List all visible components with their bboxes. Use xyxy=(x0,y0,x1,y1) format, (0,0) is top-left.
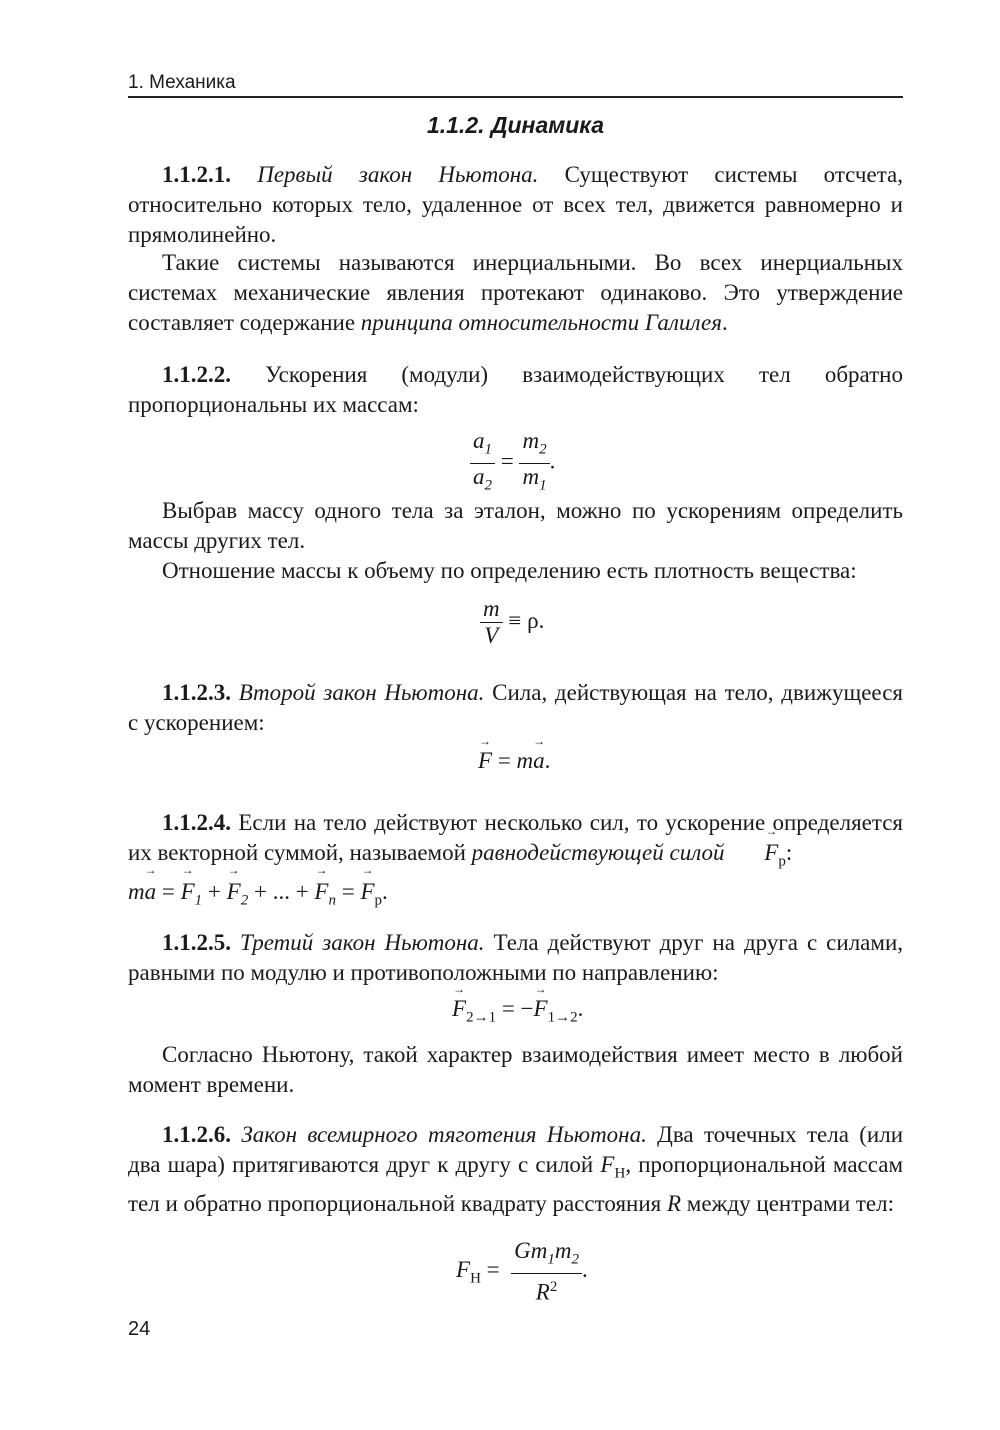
section-title: 1.1.2. Динамика xyxy=(426,112,605,138)
header-rule xyxy=(128,96,903,98)
paragraph-text: Тела действуют друг на друга с силами, равными по модулю и противоположными по направлению: xyxy=(128,930,903,985)
paragraph-text: Два точечных тела (или два шара) притягиваются друг к другу с силой xyxy=(128,1122,904,1177)
page-number: 24 xyxy=(128,1318,151,1340)
item-number: 1.1.2.3. xyxy=(162,680,231,705)
law-title: Первый закон Ньютона. xyxy=(257,162,539,187)
paragraph-1-1-2-4: 1.1.2.4. Если на тело действуют несколько сил, то ускорение определяется их векторной суммой, называемой равнодействующей силой → $F_р$: m→ a = → $F_1$ + → $F_2$ + ... + → $F_n$ = → $F_р$. xyxy=(128,808,903,915)
paragraph-1-1-2-3 xyxy=(128,678,903,738)
paragraph-text: Ускорения (модули) взаимодействующих тел обратно пропорциональны их массам: xyxy=(128,362,903,417)
formula-density: $\frac{m}{V}$ ≡ ρ. xyxy=(480,596,544,649)
item-number: 1.1.2.4. xyxy=(162,810,231,835)
paragraph-1-1-2-1 xyxy=(128,160,903,250)
law-title: Закон всемирного тяготения Ньютона. xyxy=(241,1122,647,1147)
resultant-force-term: равнодействующей силой xyxy=(471,840,731,865)
fraction-gm1m2-r2: $\frac{Gm_1m_2}{R^2}$ xyxy=(511,1238,582,1305)
fraction-m-v: $\frac{m}{V}$ xyxy=(480,596,503,649)
formula-acceleration-mass-ratio: $\frac{a_1}{a_2}$ = $\frac{m_2}{m_1}$ . xyxy=(470,428,555,498)
law-title: Третий закон Ньютона. xyxy=(240,930,485,955)
item-number: 1.1.2.6. xyxy=(162,1122,231,1147)
formula-second-law: → F = m→ a. xyxy=(478,748,550,774)
paragraph-1-1-2-6: 1.1.2.6. Закон всемирного тяготения Ньютона. Два точечных тела (или два шара) притягиваются друг к другу с силой $F_Н$, пропорциональной массам тел и обратно пропорциональной квадрату расстояния R между центрами тел: xyxy=(128,1122,904,1216)
resultant-equation: m→ a = → $F_1$ + → $F_2$ + ... + → $F_n$ = → $F_р$. xyxy=(128,879,388,904)
item-number: 1.1.2.2. xyxy=(162,362,231,387)
paragraph-1-1-2-5 xyxy=(128,928,903,988)
formula-gravitation: $F_Н$ = $\frac{Gm_1m_2}{R^2}$ . xyxy=(456,1238,588,1305)
paragraph-1-1-2-2 xyxy=(128,360,903,420)
paragraph-text: Существуют системы отсчета, относительно которых тело, удаленное от всех тел, движется равномерно и прямолинейно. xyxy=(128,162,903,247)
paragraph-interaction: Согласно Ньютону, такой характер взаимодействия имеет место в любой момент времени. xyxy=(128,1042,903,1097)
paragraph-text: Такие системы называются инерциальными. Во всех инерциальных системах механические явления протекают одинаково. Это утверждение составляет содержание xyxy=(128,250,903,335)
item-number: 1.1.2.5. xyxy=(162,930,231,955)
paragraph-text: Сила, действующая на тело, движущееся с ускорением: xyxy=(128,680,904,735)
running-head: 1. Механика xyxy=(128,72,236,93)
paragraph-text: Если на тело действуют несколько сил, то ускорение определяется их векторной суммой, называемой xyxy=(128,810,903,865)
paragraph-inertial-frames: Такие системы называются инерциальными. Во всех инерциальных системах механические явления протекают одинаково. Это утверждение составляет содержание принципа относительности Галилея. xyxy=(128,250,903,335)
galileo-principle-term: принципа относительности Галилея xyxy=(360,310,722,335)
fraction-a1-a2: $\frac{a_1}{a_2}$ xyxy=(470,428,495,498)
fraction-m2-m1: $\frac{m_2}{m_1}$ xyxy=(519,428,549,498)
formula-third-law: → $F_{2\to 1}$ = −→ $F_{1\to 2}$. xyxy=(452,996,583,1027)
paragraph-density: Отношение массы к объему по определению есть плотность вещества: xyxy=(162,558,857,583)
paragraph-mass-standard: Выбрав массу одного тела за эталон, можно по ускорениям определить массы других тел. xyxy=(128,498,903,553)
law-title: Второй закон Ньютона. xyxy=(238,680,485,705)
item-number: 1.1.2.1. xyxy=(162,162,231,187)
